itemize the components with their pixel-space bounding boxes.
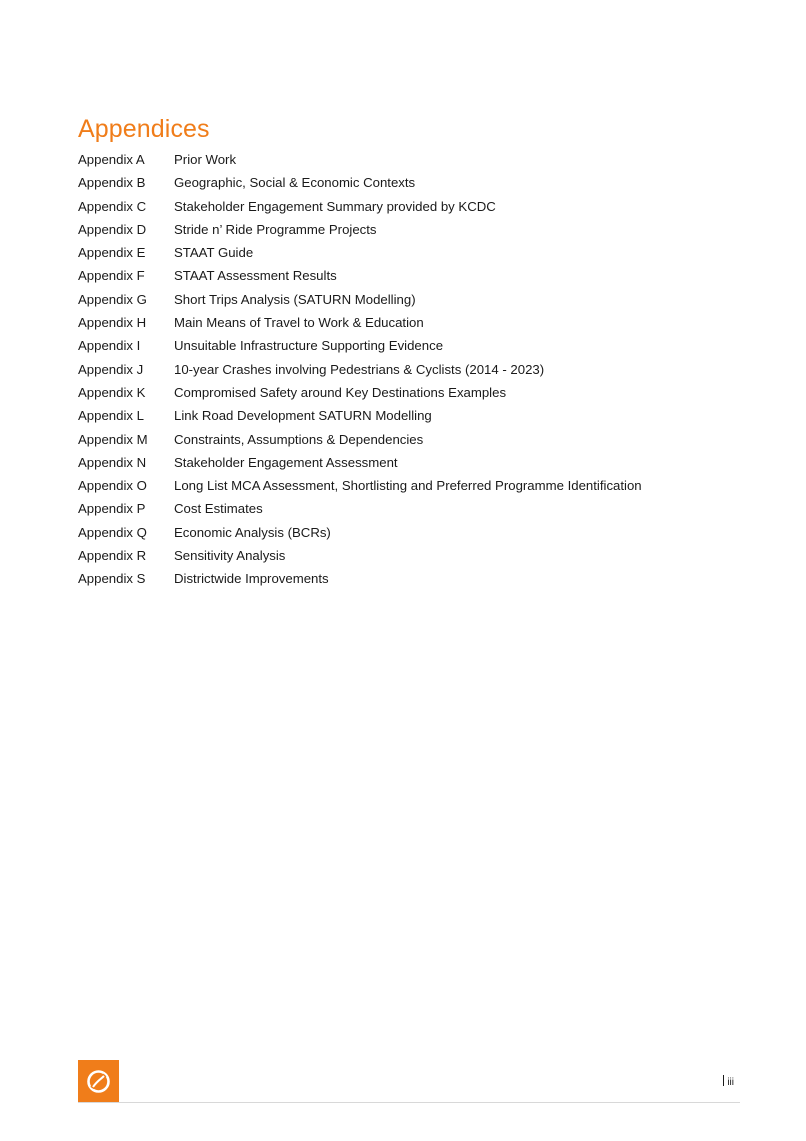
appendix-id: Appendix M: [78, 431, 148, 447]
appendix-item: [78, 218, 758, 241]
appendix-item: [78, 195, 758, 218]
appendix-id: Appendix S: [78, 571, 146, 587]
appendix-id: Appendix E: [78, 245, 146, 261]
appendix-title: Sensitivity Analysis: [174, 548, 286, 564]
footer-divider: [78, 1102, 740, 1103]
page-title: Appendices: [78, 115, 210, 143]
appendix-id: Appendix Q: [78, 524, 147, 540]
appendix-id: Appendix B: [78, 175, 146, 191]
appendix-item: [78, 451, 758, 474]
appendix-id: Appendix A: [78, 152, 145, 167]
appendix-item: [78, 381, 758, 404]
appendix-title: Cost Estimates: [174, 501, 263, 517]
page-number: [723, 1075, 734, 1090]
page-number-divider: [723, 1075, 725, 1086]
appendix-title: Economic Analysis (BCRs): [174, 524, 331, 540]
appendix-item: [78, 544, 758, 567]
appendix-id: Appendix I: [78, 338, 141, 354]
appendix-title: Link Road Development SATURN Modelling: [174, 408, 432, 424]
appendix-item: [78, 497, 758, 520]
appendix-title: STAAT Guide: [174, 245, 254, 261]
appendix-id: Appendix J: [78, 361, 144, 377]
appendix-id: Appendix R: [78, 548, 147, 564]
appendix-item: [78, 311, 758, 334]
page-number-value: iii: [727, 1077, 734, 1088]
appendix-title: Districtwide Improvements: [174, 571, 329, 587]
appendix-title: Constraints, Assumptions & Dependencies: [174, 431, 424, 447]
appendix-item: [78, 428, 758, 451]
appendix-id: Appendix P: [78, 501, 146, 517]
appendix-id: Appendix F: [78, 268, 145, 284]
appendix-item: [78, 148, 758, 171]
appendix-item: [78, 241, 758, 264]
appendix-list: [78, 148, 758, 591]
appendix-id: Appendix K: [78, 384, 146, 400]
appendix-title: Main Means of Travel to Work & Education: [174, 315, 424, 331]
appendix-title: Stakeholder Engagement Summary provided by KCDC: [174, 198, 496, 214]
appendix-item: [78, 334, 758, 357]
appendix-id: Appendix H: [78, 315, 147, 331]
appendix-title: Unsuitable Infrastructure Supporting Evidence: [174, 338, 444, 354]
appendix-title: Stride n’ Ride Programme Projects: [174, 221, 377, 237]
appendix-title: STAAT Assessment Results: [174, 268, 337, 284]
appendix-title: Geographic, Social & Economic Contexts: [174, 175, 416, 191]
appendix-id: Appendix G: [78, 291, 147, 307]
appendix-item: [78, 288, 758, 311]
appendix-id: Appendix C: [78, 198, 147, 214]
appendix-title: Stakeholder Engagement Assessment: [174, 454, 398, 470]
appendix-id: Appendix D: [78, 221, 147, 237]
appendix-title: Long List MCA Assessment, Shortlisting and Preferred Programme Identification: [174, 478, 642, 494]
appendix-item: [78, 474, 758, 497]
appendix-item: [78, 567, 758, 590]
appendix-item: [78, 264, 758, 287]
appendix-item: [78, 358, 758, 381]
appendix-id: Appendix L: [78, 408, 144, 424]
appendix-title: Short Trips Analysis (SATURN Modelling): [174, 291, 416, 307]
appendix-item: [78, 171, 758, 194]
appendix-item: [78, 521, 758, 544]
company-logo-icon: [78, 1060, 119, 1103]
appendix-item: [78, 404, 758, 427]
appendix-title: Compromised Safety around Key Destinations Examples: [174, 384, 507, 400]
appendix-id: Appendix O: [78, 478, 147, 494]
appendix-title: 10-year Crashes involving Pedestrians & Cyclists (2014 - 2023): [174, 361, 545, 377]
appendix-title: Prior Work: [174, 152, 237, 167]
appendix-id: Appendix N: [78, 454, 147, 470]
